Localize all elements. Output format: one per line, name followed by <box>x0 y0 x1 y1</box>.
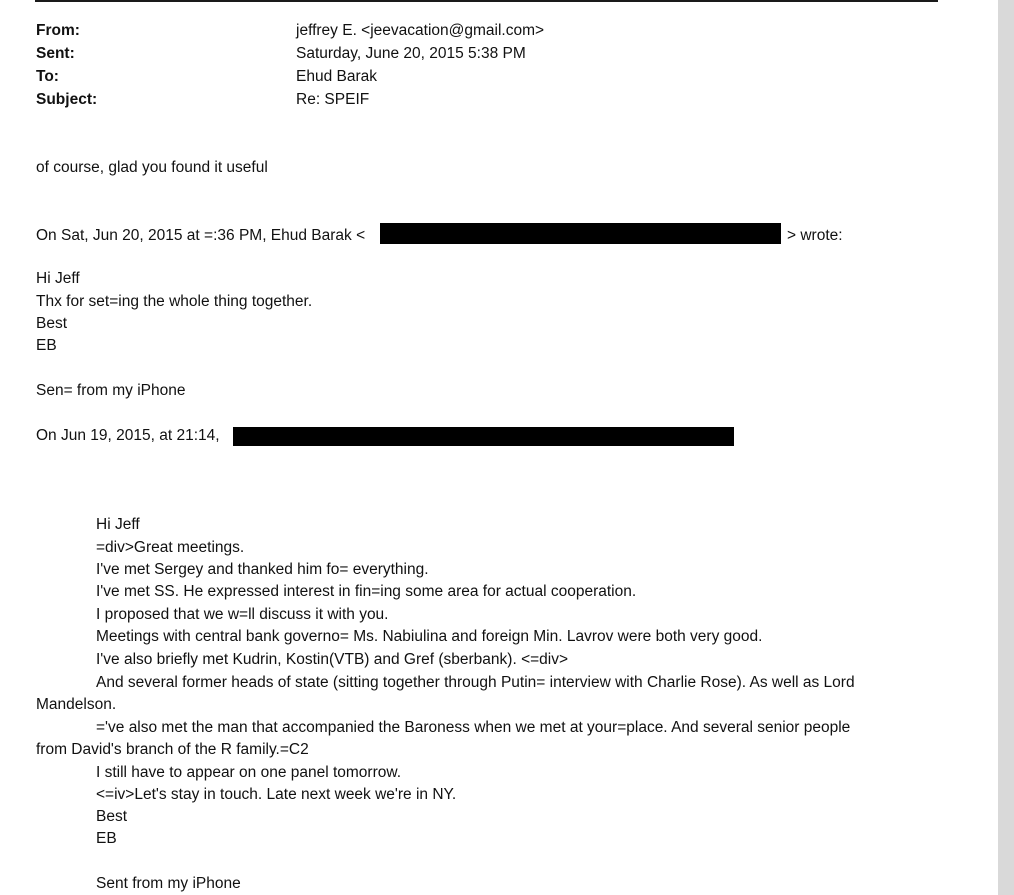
quote2-line: I proposed that we w=ll discuss it with you. <box>96 606 389 623</box>
quote2-line: <=iv>Let's stay in touch. Late next week we're in NY. <box>96 786 457 803</box>
subject-label: Subject: <box>36 91 98 108</box>
from-value: jeffrey E. <jeevacation@gmail.com> <box>296 22 545 39</box>
quote2-line: =div>Great meetings. <box>96 539 245 556</box>
quote2-line-wrap: Mandelson. <box>36 696 117 713</box>
sent-label: Sent: <box>36 45 75 62</box>
quote2-line: I've met SS. He expressed interest in fin=ing some area for actual cooperation. <box>96 583 637 600</box>
quote1-line: Best <box>36 315 68 332</box>
to-value: Ehud Barak <box>296 68 377 85</box>
quote2-signature: Sent from my iPhone <box>96 875 241 892</box>
quote2-line: Meetings with central bank governo= Ms. Nabiulina and foreign Min. Lavrov were both very good. <box>96 628 763 645</box>
quote2-line: I still have to appear on one panel tomorrow. <box>96 764 402 781</box>
redaction-bar-email-1 <box>380 223 781 244</box>
quote1-intro-suffix: > wrote: <box>787 227 843 244</box>
quote2-line-wrap: from David's branch of the R family.=C2 <box>36 741 309 758</box>
quote2-line: Hi Jeff <box>96 516 140 533</box>
quote2-line: I've met Sergey and thanked him fo= everything. <box>96 561 429 578</box>
quote1-signature: Sen= from my iPhone <box>36 382 186 399</box>
quote1-intro-prefix: On Sat, Jun 20, 2015 at =:36 PM, Ehud Barak < <box>36 227 366 244</box>
to-label: To: <box>36 68 59 85</box>
header-divider <box>35 0 938 2</box>
redaction-bar-email-2 <box>233 427 734 446</box>
quote1-line: Thx for set=ing the whole thing together. <box>36 293 313 310</box>
quote2-line: EB <box>96 830 117 847</box>
sent-value: Saturday, June 20, 2015 5:38 PM <box>296 45 526 62</box>
subject-value: Re: SPEIF <box>296 91 370 108</box>
quote1-line: Hi Jeff <box>36 270 80 287</box>
reply-text: of course, glad you found it useful <box>36 159 268 176</box>
quote2-intro: On Jun 19, 2015, at 21:14, <box>36 427 220 444</box>
quote2-line: Best <box>96 808 128 825</box>
quote2-line: ='ve also met the man that accompanied the Baroness when we met at your=place. And several senior people <box>96 719 851 736</box>
quote2-line: I've also briefly met Kudrin, Kostin(VTB) and Gref (sberbank). <=div> <box>96 651 569 668</box>
quote1-line: EB <box>36 337 57 354</box>
quote2-line: And several former heads of state (sitting together through Putin= interview with Charlie Rose). As well as Lord <box>96 674 855 691</box>
from-label: From: <box>36 22 80 39</box>
vertical-scrollbar[interactable] <box>998 0 1014 895</box>
